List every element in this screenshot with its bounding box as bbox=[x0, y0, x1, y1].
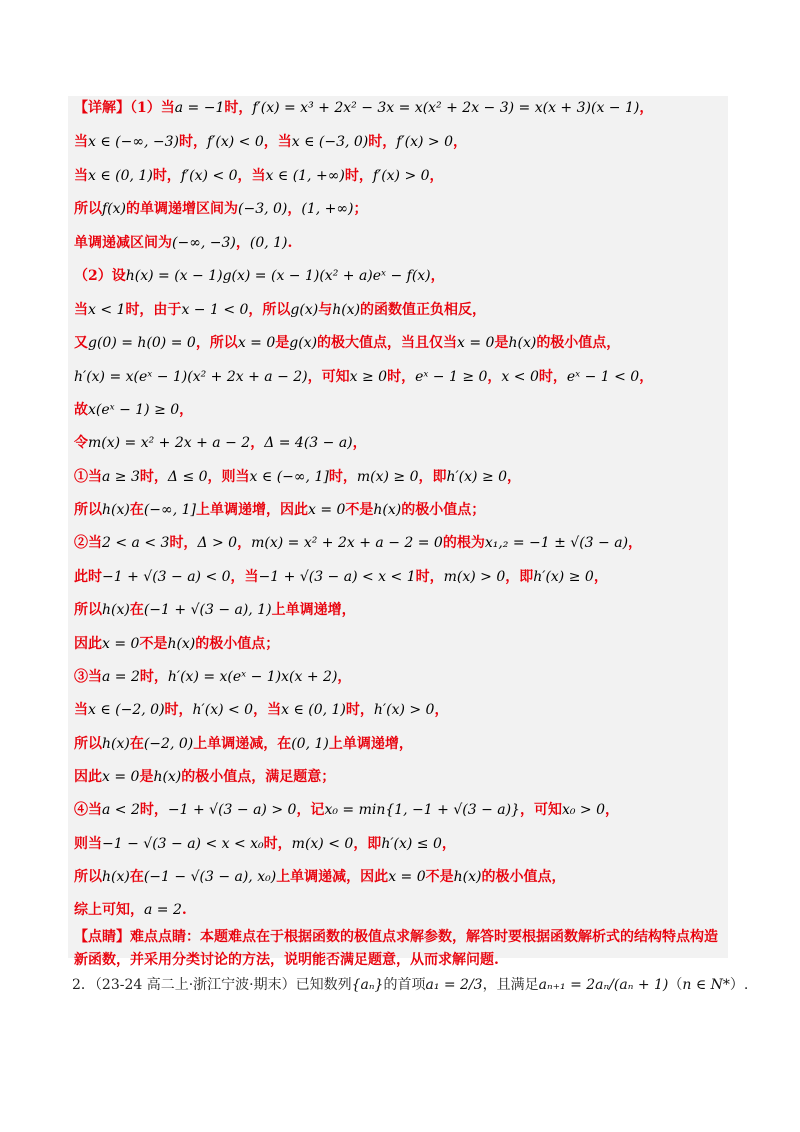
math-expression: f(x) bbox=[102, 201, 127, 217]
math-expression: h(x) bbox=[167, 636, 196, 652]
solution-text: 时， bbox=[263, 836, 292, 852]
solution-text: 时， bbox=[139, 469, 168, 485]
solution-text: ，当 bbox=[253, 702, 282, 718]
solution-text: . bbox=[287, 235, 293, 251]
solution-text: 因此 bbox=[74, 636, 102, 652]
solution-text: . bbox=[181, 902, 187, 918]
solution-text: 的极小值点，满足题意； bbox=[181, 769, 336, 785]
solution-text: 上单调递增， bbox=[271, 602, 356, 618]
math-expression: a₁ = 2/3 bbox=[425, 977, 483, 993]
math-expression: −1 + √(3 − a) > 0 bbox=[167, 802, 297, 818]
math-expression: h(x) bbox=[373, 502, 402, 518]
math-expression: h′(x) ≥ 0 bbox=[533, 569, 594, 585]
solution-text: ，即 bbox=[353, 836, 382, 852]
solution-line bbox=[74, 433, 367, 453]
solution-text: ， bbox=[179, 402, 194, 418]
solution-text: 新函数，并采用分类讨论的方法，说明能否满足题意，从而求解问题. bbox=[74, 952, 499, 968]
solution-text: ，即 bbox=[418, 469, 447, 485]
solution-text: ， bbox=[429, 168, 444, 184]
math-expression: h(x) bbox=[102, 502, 130, 518]
math-expression: eˣ − 1 < 0 bbox=[566, 369, 640, 385]
math-expression: h′(x) < 0 bbox=[192, 702, 254, 718]
solution-text: 的极小值点， bbox=[481, 869, 566, 885]
solution-text: ， bbox=[337, 669, 352, 685]
math-expression: x < 0 bbox=[501, 369, 539, 385]
solution-line bbox=[74, 400, 193, 420]
solution-text: ， bbox=[507, 469, 522, 485]
solution-text: ，记 bbox=[296, 802, 325, 818]
solution-text: 的极小值点， bbox=[536, 335, 621, 351]
solution-text: 的极小值点； bbox=[401, 502, 486, 518]
math-expression: x = 0 bbox=[388, 869, 426, 885]
solution-line bbox=[74, 600, 356, 620]
solution-text: 时， bbox=[345, 702, 374, 718]
solution-line bbox=[74, 467, 521, 487]
solution-text: 时， bbox=[415, 569, 444, 585]
solution-text: ， bbox=[441, 836, 456, 852]
solution-text: 又 bbox=[74, 335, 88, 351]
math-expression: h(x) bbox=[453, 869, 482, 885]
math-expression: x₀ = min{1, −1 + √(3 − a)} bbox=[324, 802, 520, 818]
math-expression: (−3, 0) bbox=[238, 201, 288, 217]
solution-line bbox=[74, 300, 486, 320]
solution-text: 在 bbox=[129, 502, 144, 518]
solution-text: ，当 bbox=[230, 569, 259, 585]
solution-text: 时， bbox=[179, 134, 208, 150]
solution-text: 在 bbox=[129, 869, 144, 885]
math-expression: x = 0 bbox=[102, 636, 140, 652]
solution-line bbox=[74, 900, 187, 920]
math-expression: h′(x) = x(eˣ − 1)(x² + 2x + a − 2) bbox=[74, 369, 308, 385]
math-expression: g(x) bbox=[289, 335, 318, 351]
solution-text: 【详解】（1）当 bbox=[74, 100, 175, 116]
solution-text: 所以 bbox=[74, 736, 102, 752]
solution-text: 当 bbox=[74, 702, 88, 718]
solution-line bbox=[74, 199, 368, 219]
math-expression: 2 < a < 3 bbox=[102, 535, 170, 551]
math-expression: m(x) > 0 bbox=[443, 569, 506, 585]
math-expression: h(x) bbox=[102, 736, 130, 752]
solution-text: ， bbox=[237, 535, 252, 551]
solution-line bbox=[74, 367, 653, 387]
solution-text: ， bbox=[434, 702, 449, 718]
math-expression: h′(x) ≤ 0 bbox=[381, 836, 442, 852]
question-text: ）. bbox=[729, 977, 749, 993]
solution-text: ， bbox=[605, 802, 620, 818]
solution-text: ，可知 bbox=[307, 369, 350, 385]
solution-text: 当 bbox=[74, 302, 88, 318]
solution-text: 不是 bbox=[425, 869, 454, 885]
math-expression: {aₙ} bbox=[351, 977, 384, 993]
solution-text: 的极小值点； bbox=[195, 636, 280, 652]
solution-text: 上单调递增，因此 bbox=[195, 502, 308, 518]
solution-line bbox=[74, 834, 456, 854]
math-expression: a = 2 bbox=[144, 902, 182, 918]
solution-text: 在 bbox=[129, 736, 144, 752]
math-expression: x(eˣ − 1) ≥ 0 bbox=[88, 402, 180, 418]
math-expression: (1, +∞) bbox=[301, 201, 354, 217]
solution-text: ④当 bbox=[74, 802, 102, 818]
math-expression: m(x) ≥ 0 bbox=[356, 469, 419, 485]
math-expression: Δ > 0 bbox=[197, 535, 238, 551]
solution-text: ， bbox=[287, 201, 302, 217]
question-text: 的首项 bbox=[383, 977, 426, 993]
math-expression: x = 0 bbox=[457, 335, 495, 351]
math-expression: (−∞, 1] bbox=[143, 502, 196, 518]
math-expression: a < 2 bbox=[102, 802, 140, 818]
solution-line bbox=[74, 533, 642, 553]
solution-text: ，所以 bbox=[195, 335, 238, 351]
solution-text: ， bbox=[639, 369, 654, 385]
solution-line bbox=[74, 767, 335, 787]
solution-line bbox=[74, 98, 653, 118]
math-expression: m(x) < 0 bbox=[291, 836, 354, 852]
solution-text: 与 bbox=[318, 302, 333, 318]
solution-line bbox=[74, 233, 292, 253]
solution-text: ，当 bbox=[263, 134, 292, 150]
solution-text: 上单调递减，因此 bbox=[276, 869, 389, 885]
solution-line bbox=[74, 667, 351, 687]
math-expression: x − 1 < 0 bbox=[181, 302, 249, 318]
math-expression: f′(x) = x³ + 2x² − 3x = x(x² + 2x − 3) = x(x + 3)(x − 1) bbox=[252, 100, 640, 116]
solution-text: ，所以 bbox=[248, 302, 291, 318]
solution-line bbox=[74, 266, 445, 286]
math-expression: x < 1 bbox=[88, 302, 126, 318]
math-expression: h′(x) = x(eˣ − 1)x(x + 2) bbox=[167, 669, 338, 685]
math-expression: x ≥ 0 bbox=[349, 369, 388, 385]
solution-line bbox=[74, 800, 619, 820]
solution-text: 所以 bbox=[74, 869, 102, 885]
solution-text: 故 bbox=[74, 402, 88, 418]
math-expression: h′(x) > 0 bbox=[373, 702, 435, 718]
solution-text: 时， bbox=[169, 535, 198, 551]
solution-text: ， bbox=[352, 435, 367, 451]
math-expression: x₁,₂ = −1 ± √(3 − a) bbox=[484, 535, 629, 551]
math-expression: f′(x) > 0 bbox=[396, 134, 453, 150]
solution-text: ，当 bbox=[237, 168, 266, 184]
math-expression: −1 + √(3 − a) < 0 bbox=[102, 569, 231, 585]
math-expression: (0, 1) bbox=[291, 736, 329, 752]
solution-block bbox=[68, 96, 728, 958]
solution-text: 上单调递增， bbox=[328, 736, 413, 752]
math-expression: f′(x) < 0 bbox=[180, 168, 238, 184]
math-expression: aₙ₊₁ = 2aₙ/(aₙ + 1) bbox=[538, 977, 669, 993]
math-expression: m(x) = x² + 2x + a − 2 = 0 bbox=[251, 535, 443, 551]
solution-text: 时， bbox=[387, 369, 416, 385]
solution-line bbox=[74, 333, 620, 353]
solution-text: 因此 bbox=[74, 769, 102, 785]
math-expression: a ≥ 3 bbox=[102, 469, 140, 485]
solution-text: 所以 bbox=[74, 602, 102, 618]
math-expression: x ∈ (−∞, 1] bbox=[249, 469, 329, 485]
solution-text: ， bbox=[593, 569, 608, 585]
math-expression: eˣ − 1 ≥ 0 bbox=[415, 369, 488, 385]
solution-text: 的极大值点，当且仅当 bbox=[317, 335, 458, 351]
solution-line bbox=[74, 634, 279, 654]
math-expression: h(x) bbox=[153, 769, 182, 785]
solution-line bbox=[74, 734, 413, 754]
solution-text: ，可知 bbox=[519, 802, 562, 818]
solution-text: 综上可知， bbox=[74, 902, 144, 918]
solution-text: ②当 bbox=[74, 535, 102, 551]
solution-text: 是 bbox=[139, 769, 154, 785]
math-expression: h(x) bbox=[332, 302, 361, 318]
solution-text: 此时 bbox=[74, 569, 102, 585]
solution-text: ， bbox=[430, 268, 445, 284]
solution-line bbox=[74, 500, 485, 520]
solution-text: 所以 bbox=[74, 502, 102, 518]
math-expression: x ∈ (0, 1) bbox=[281, 702, 346, 718]
math-expression: h(x) bbox=[102, 869, 130, 885]
solution-text: ，则当 bbox=[207, 469, 250, 485]
solution-text: 时，由于 bbox=[125, 302, 182, 318]
math-expression: x ∈ (−3, 0) bbox=[291, 134, 369, 150]
math-expression: x = 0 bbox=[307, 502, 346, 518]
math-expression: n ∈ N* bbox=[682, 977, 730, 993]
solution-text: 不是 bbox=[139, 636, 168, 652]
math-expression: m(x) = x² + 2x + a − 2 bbox=[88, 435, 251, 451]
math-expression: x ∈ (1, +∞) bbox=[265, 168, 345, 184]
solution-text: ； bbox=[353, 201, 368, 217]
solution-text: 时， bbox=[164, 702, 193, 718]
solution-line bbox=[74, 567, 608, 587]
solution-text: ， bbox=[628, 535, 643, 551]
solution-text: 当 bbox=[74, 168, 88, 184]
solution-text: ， bbox=[639, 100, 654, 116]
math-expression: (−1 + √(3 − a), 1) bbox=[143, 602, 272, 618]
math-expression: g(0) = h(0) = 0 bbox=[88, 335, 196, 351]
math-expression: x = 0 bbox=[237, 335, 276, 351]
solution-text: 时， bbox=[344, 168, 373, 184]
math-expression: Δ = 4(3 − a) bbox=[264, 435, 353, 451]
solution-text: ， bbox=[250, 435, 265, 451]
solution-text: ③当 bbox=[74, 669, 102, 685]
solution-text: 【点睛】难点点睛：本题难点在于根据函数的极值点求解参数，解答时要根据函数解析式的结构特点构造 bbox=[74, 929, 718, 945]
math-expression: f′(x) < 0 bbox=[207, 134, 264, 150]
solution-text: 的根为 bbox=[442, 535, 485, 551]
math-expression: a = 2 bbox=[102, 669, 140, 685]
math-expression: (0, 1) bbox=[249, 235, 288, 251]
math-expression: h(x) bbox=[508, 335, 537, 351]
math-expression: g(x) bbox=[290, 302, 319, 318]
math-expression: x = 0 bbox=[102, 769, 140, 785]
math-expression: h(x) = (x − 1)g(x) = (x − 1)(x² + a)eˣ − f(x) bbox=[125, 268, 431, 284]
solution-text: 所以 bbox=[74, 201, 102, 217]
solution-text: 在 bbox=[129, 602, 144, 618]
math-expression: a = −1 bbox=[174, 100, 225, 116]
solution-text: 时， bbox=[538, 369, 567, 385]
solution-text: 当 bbox=[74, 134, 88, 150]
math-expression: h′(x) ≥ 0 bbox=[446, 469, 508, 485]
math-expression: f′(x) > 0 bbox=[372, 168, 430, 184]
math-expression: x ∈ (−∞, −3) bbox=[88, 134, 180, 150]
solution-text: 时， bbox=[139, 802, 168, 818]
math-expression: (−2, 0) bbox=[143, 736, 194, 752]
math-expression: Δ ≤ 0 bbox=[167, 469, 208, 485]
solution-line bbox=[74, 950, 499, 970]
question-2 bbox=[72, 974, 748, 996]
solution-text: 不是 bbox=[345, 502, 374, 518]
solution-text: 单调递减区间为 bbox=[74, 235, 172, 251]
solution-line bbox=[74, 132, 467, 152]
solution-text: ，即 bbox=[505, 569, 534, 585]
solution-line bbox=[74, 700, 448, 720]
math-expression: (−∞, −3) bbox=[172, 235, 236, 251]
solution-text: ， bbox=[235, 235, 250, 251]
question-text: ，且满足 bbox=[482, 977, 539, 993]
math-expression: x ∈ (−2, 0) bbox=[88, 702, 165, 718]
math-expression: x ∈ (0, 1) bbox=[88, 168, 153, 184]
solution-text: 时， bbox=[368, 134, 397, 150]
solution-text: ， bbox=[452, 134, 467, 150]
solution-line bbox=[74, 927, 718, 947]
solution-text: 时， bbox=[328, 469, 357, 485]
solution-text: 是 bbox=[494, 335, 509, 351]
solution-text: （2）设 bbox=[74, 268, 126, 284]
question-text: （ bbox=[668, 977, 683, 993]
solution-text: 上单调递减，在 bbox=[193, 736, 292, 752]
question-text: 2．（23-24 高二上·浙江宁波·期末）已知数列 bbox=[72, 977, 352, 993]
solution-text: 的函数值正负相反， bbox=[360, 302, 487, 318]
math-expression: x₀ > 0 bbox=[561, 802, 606, 818]
solution-text: ， bbox=[487, 369, 502, 385]
solution-line bbox=[74, 867, 565, 887]
solution-text: 时， bbox=[224, 100, 253, 116]
solution-text: 时， bbox=[139, 669, 168, 685]
solution-text: ①当 bbox=[74, 469, 102, 485]
solution-line bbox=[74, 166, 444, 186]
solution-text: 时， bbox=[152, 168, 181, 184]
math-expression: (−1 − √(3 − a), x₀) bbox=[143, 869, 277, 885]
math-expression: −1 + √(3 − a) < x < 1 bbox=[258, 569, 416, 585]
math-expression: h(x) bbox=[102, 602, 130, 618]
solution-text: 是 bbox=[275, 335, 290, 351]
math-expression: −1 − √(3 − a) < x < x₀ bbox=[102, 836, 264, 852]
solution-text: 的单调递增区间为 bbox=[126, 201, 239, 217]
solution-text: 则当 bbox=[74, 836, 102, 852]
solution-text: 令 bbox=[74, 435, 88, 451]
